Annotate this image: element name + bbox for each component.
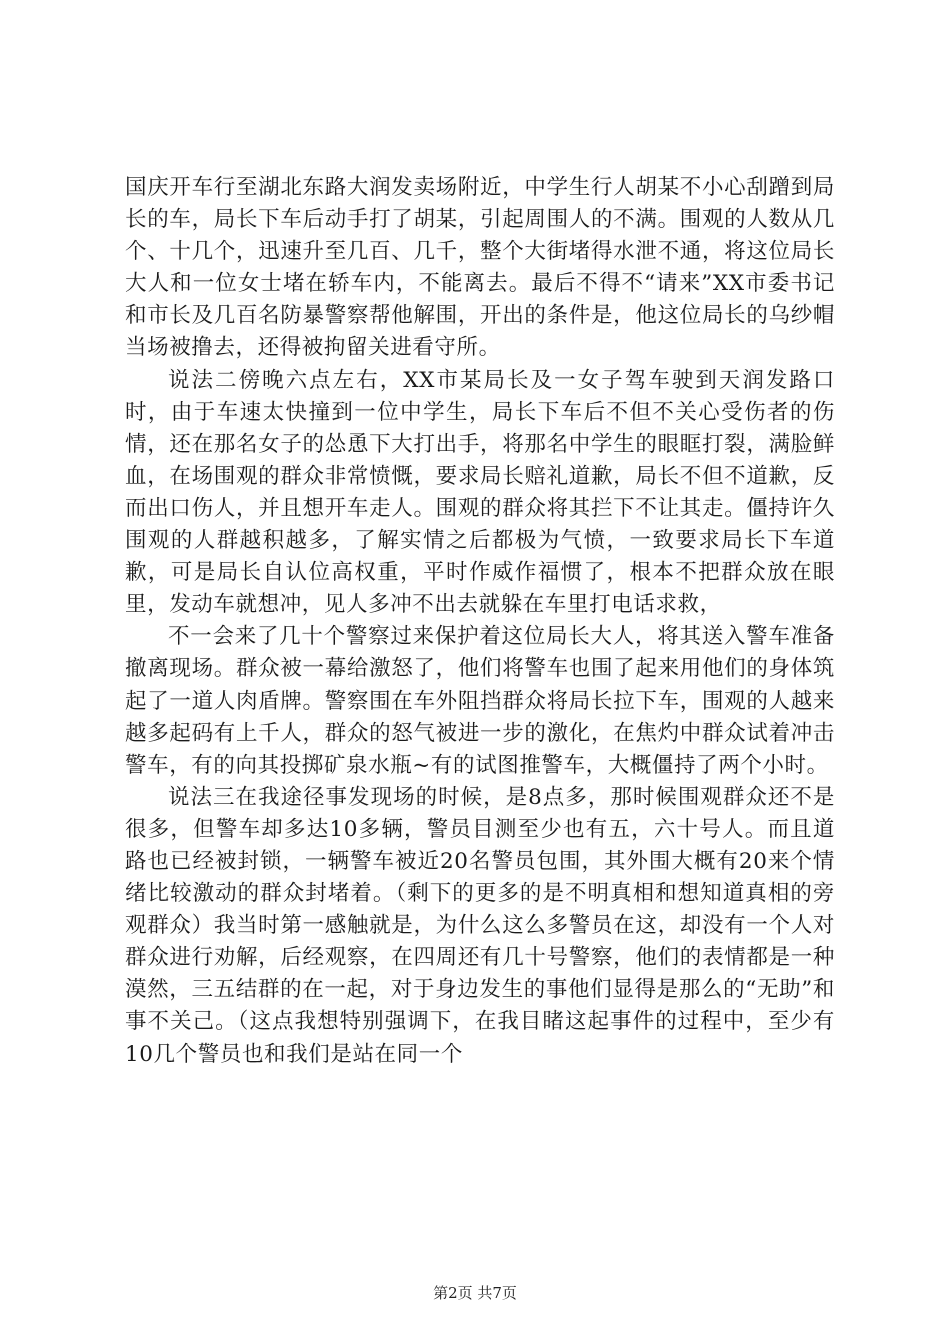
paragraph-3: 不一会来了几十个警察过来保护着这位局长大人，将其送入警车准备撤离现场。群众被一幕给激怒了，他们将警车也围了起来用他们的身体筑起了一道人肉盾牌。警察围在车外阻挡群众将局长拉下车，围观的人越来越多起码有上千人，群众的怒气被进一步的激化，在焦灼中群众试着冲击警车，有的向其投掷矿泉水瓶~有的试图推警车，大概僵持了两个小时。 xyxy=(125,624,835,778)
paragraph-2: 说法二傍晚六点左右，XX市某局长及一女子驾车驶到天润发路口时，由于车速太快撞到一位中学生，局长下车后不但不关心受伤者的伤情，还在那名女子的怂恿下大打出手，将那名中学生的眼眶打裂，满脸鲜血，在场围观的群众非常愤慨，要求局长赔礼道歉，局长不但不道歉，反而出口伤人，并且想开车走人。围观的群众将其拦下不让其走。僵持许久围观的人群越积越多，了解实情之后都极为气愤，一致要求局长下车道歉，可是局长自认位高权重，平时作威作福惯了，根本不把群众放在眼里，发动车就想冲，见人多冲不出去就躲在车里打电话求救， xyxy=(125,367,835,618)
paragraph-1: 国庆开车行至湖北东路大润发卖场附近，中学生行人胡某不小心刮蹭到局长的车，局长下车后动手打了胡某，引起周围人的不满。围观的人数从几个、十几个，迅速升至几百、几千，整个大街堵得水泄不通，将这位局长大人和一位女士堵在轿车内，不能离去。最后不得不“请来”XX市委书记和市长及几百名防暴警察帮他解围，开出的条件是，他这位局长的乌纱帽当场被撸去，还得被拘留关进看守所。 xyxy=(125,175,835,361)
body-text xyxy=(125,172,835,1071)
paragraph-4: 说法三在我途径事发现场的时候，是8点多，那时候围观群众还不是很多，但警车却多达10多辆，警员目测至少也有五，六十号人。而且道路也已经被封锁，一辆警车被近20名警员包围，其外围大概有20来个情绪比较激动的群众封堵着。（剩下的更多的是不明真相和想知道真相的旁观群众）我当时第一感触就是，为什么这么多警员在这，却没有一个人对群众进行劝解，后经观察，在四周还有几十号警察，他们的表情都是一种漠然，三五结群的在一起，对于身边发生的事他们显得是那么的“无助”和事不关己。（这点我想特别强调下，在我目睹这起事件的过程中，至少有10几个警员也和我们是站在同一个 xyxy=(125,784,835,1067)
page-footer: 第2页 共7页 xyxy=(433,1284,517,1302)
